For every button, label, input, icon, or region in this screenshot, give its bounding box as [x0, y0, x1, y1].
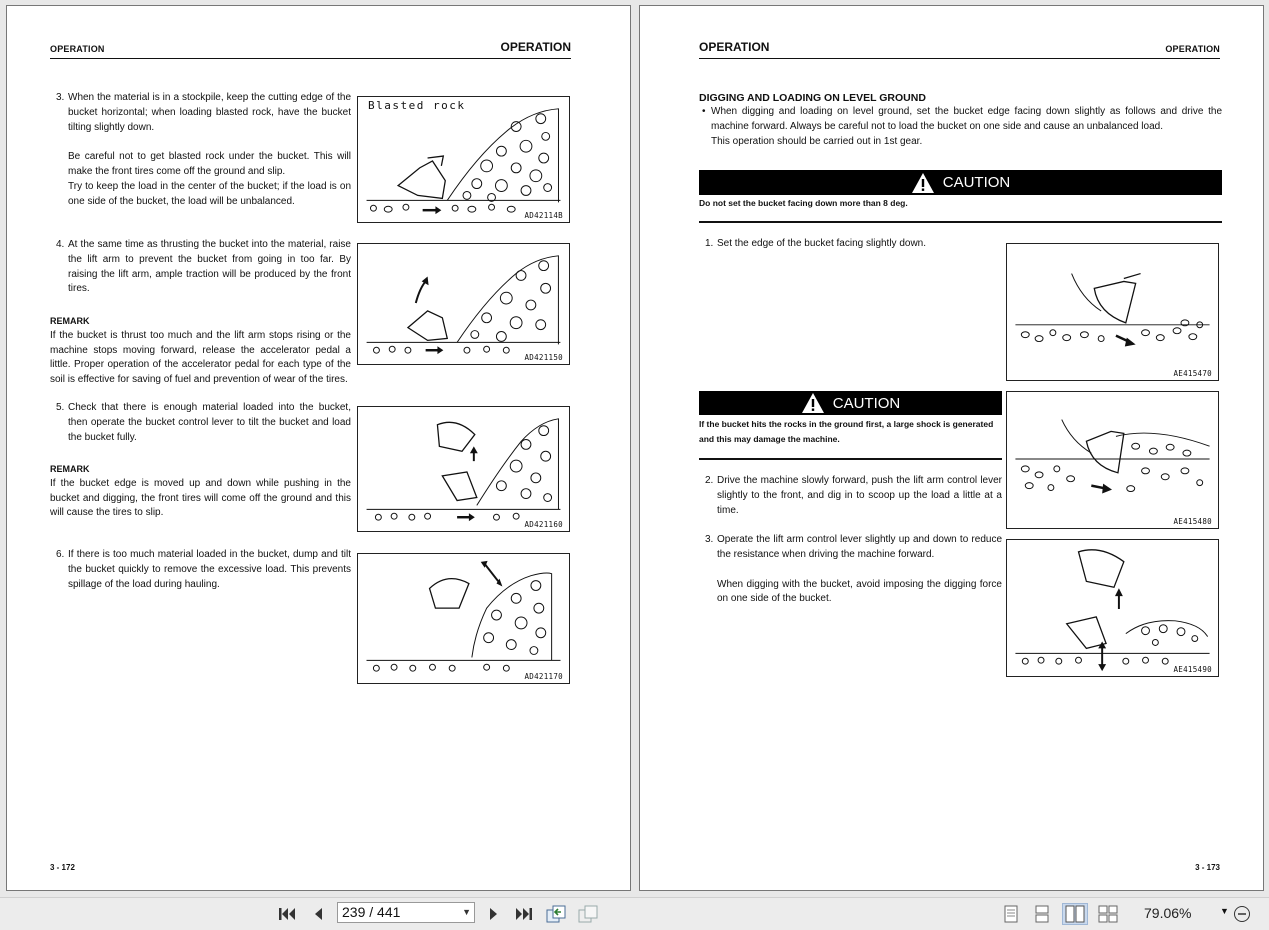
viewer-toolbar: [0, 897, 1269, 930]
step-text: Operate the lift arm control lever slightly up and down to reduce the resistance when driving the machine forward.: [717, 534, 1002, 560]
step-number: 2.: [705, 475, 714, 486]
loader-bucket-illustration: [358, 407, 569, 531]
figure-lift-arm-up-down: [1006, 539, 1219, 677]
warning-icon: [801, 392, 825, 414]
figure-code: AD421170: [524, 672, 563, 681]
loader-bucket-illustration: [358, 97, 569, 222]
step-number: 3.: [56, 92, 65, 103]
chevron-down-icon[interactable]: ▼: [462, 907, 471, 917]
intro-paragraph: This operation should be carried out in 1st gear.: [711, 135, 923, 147]
figure-raise-lift-arm: [357, 243, 570, 365]
header-section-small: OPERATION: [50, 44, 105, 54]
figure-bucket-facing-down: [1006, 243, 1219, 381]
continuous-facing-view-icon[interactable]: [1096, 903, 1120, 925]
figure-dump-excess: [357, 553, 570, 684]
caution-text: Do not set the bucket facing down more than 8 deg.: [699, 198, 908, 208]
remark-heading: REMARK: [50, 464, 90, 474]
intro-paragraph: When digging and loading on level ground, set the bucket edge facing down slightly as follows and drive the machine forward. Always be careful not to load the bucket on one side and cause an unbalanced load.: [711, 106, 1222, 132]
step-number: 1.: [705, 238, 714, 249]
step-5: [56, 401, 351, 445]
continuous-view-icon[interactable]: [1031, 903, 1053, 925]
go-back-view-icon[interactable]: [545, 903, 569, 925]
loader-bucket-illustration: [358, 554, 569, 683]
remark-1: [50, 314, 351, 388]
figure-code: AD42114B: [524, 211, 563, 220]
step-text: Set the edge of the bucket facing slightly down.: [717, 238, 927, 249]
intro-text: [702, 105, 1222, 149]
divider: [699, 458, 1002, 460]
divider: [699, 221, 1222, 223]
step-text: Check that there is enough material loaded into the bucket, then operate the bucket control lever to tilt the bucket and load the bucket fully.: [68, 402, 351, 443]
figure-code: AD421160: [524, 520, 563, 529]
bullet: •: [702, 106, 706, 117]
page-number: 3 - 172: [50, 863, 75, 872]
figure-blasted-rock: [357, 96, 570, 223]
step-text: At the same time as thrusting the bucket into the material, raise the lift arm to prevent the bucket from going in too far. By raising the lift arm, ample traction will be produced by the front tires.: [68, 239, 351, 295]
page-header: [50, 38, 571, 59]
go-forward-view-icon[interactable]: [577, 903, 601, 925]
step-text: When digging with the bucket, avoid imposing the digging force on one side of the bucket.: [717, 578, 1002, 605]
step-number: 3.: [705, 534, 714, 545]
single-page-view-icon[interactable]: [1000, 903, 1022, 925]
step-number: 5.: [56, 402, 65, 413]
remark-heading: REMARK: [50, 316, 90, 326]
step-text: Be careful not to get blasted rock under the bucket. This will make the front tires come off the ground and slip.: [68, 151, 351, 178]
step-4: [56, 238, 351, 297]
header-section-title: OPERATION: [699, 40, 770, 54]
figure-code: AE415490: [1173, 665, 1212, 674]
prev-page-icon[interactable]: [308, 903, 328, 925]
caution-title: CAUTION: [942, 174, 1011, 191]
step-6: [56, 548, 351, 592]
remark-2: [50, 462, 351, 521]
loader-bucket-illustration: [358, 244, 569, 364]
figure-label: Blasted rock: [368, 99, 466, 112]
figure-code: AE415470: [1173, 369, 1212, 378]
next-page-icon[interactable]: [484, 903, 504, 925]
step-2: [705, 474, 1002, 518]
step-3: [56, 91, 351, 210]
zoom-level[interactable]: 79.06%: [1144, 905, 1192, 921]
first-page-icon[interactable]: [276, 903, 298, 925]
step-number: 4.: [56, 239, 65, 250]
left-page: [6, 5, 631, 891]
caution-text: If the bucket hits the rocks in the ground first, a large shock is generated and this may damage the machine.: [699, 419, 994, 444]
header-section-title: OPERATION: [500, 40, 571, 54]
chevron-down-icon[interactable]: ▼: [1220, 906, 1229, 916]
two-page-view-icon[interactable]: [1062, 903, 1088, 925]
step-3: [705, 533, 1002, 607]
caution-title: CAUTION: [832, 394, 901, 412]
figure-drive-forward: [1006, 391, 1219, 529]
loader-bucket-illustration: [1007, 244, 1218, 380]
header-section-small: OPERATION: [1165, 44, 1220, 54]
loader-bucket-illustration: [1007, 392, 1218, 528]
zoom-out-icon[interactable]: [1232, 903, 1252, 925]
warning-icon: [911, 172, 935, 194]
figure-code: AD421150: [524, 353, 563, 362]
remark-text: If the bucket edge is moved up and down while pushing in the bucket and digging, the front tires will come off the ground and this will cause the tires to slip.: [50, 477, 351, 519]
loader-bucket-illustration: [1007, 540, 1218, 676]
caution-banner: [699, 391, 1002, 415]
figure-code: AE415480: [1173, 517, 1212, 526]
step-1: [705, 237, 1002, 252]
last-page-icon[interactable]: [513, 903, 535, 925]
step-text: Try to keep the load in the center of the bucket; if the load is on one side of the bucket, the load will be unbalanced.: [68, 180, 351, 207]
step-number: 6.: [56, 549, 65, 560]
page-number: 3 - 173: [1195, 863, 1220, 872]
caution-banner: [699, 170, 1222, 195]
remark-text: If the bucket is thrust too much and the lift arm stops rising or the machine stops moving forward, release the accelerator pedal a little. Proper operation of the accelerator pedal for each type of the soil is effective for saving of fuel and prevention of wear of the tires.: [50, 329, 351, 386]
page-number-input[interactable]: [337, 902, 475, 923]
step-text: When the material is in a stockpile, keep the cutting edge of the bucket horizontal; when loading blasted rock, have the bucket tilting slightly down.: [68, 92, 351, 133]
page-header: [699, 38, 1220, 59]
step-text: If there is too much material loaded in the bucket, dump and tilt the bucket quickly to remove the excessive load. This prevents spillage of the load during hauling.: [68, 549, 351, 590]
figure-tilt-bucket: [357, 406, 570, 532]
page-indicator-text: 239 / 441: [342, 904, 401, 920]
right-page: [639, 5, 1264, 891]
section-title: DIGGING AND LOADING ON LEVEL GROUND: [699, 92, 926, 104]
step-text: Drive the machine slowly forward, push the lift arm control lever slightly to the front, and dig in to scoop up the load a little at a time.: [717, 475, 1002, 516]
